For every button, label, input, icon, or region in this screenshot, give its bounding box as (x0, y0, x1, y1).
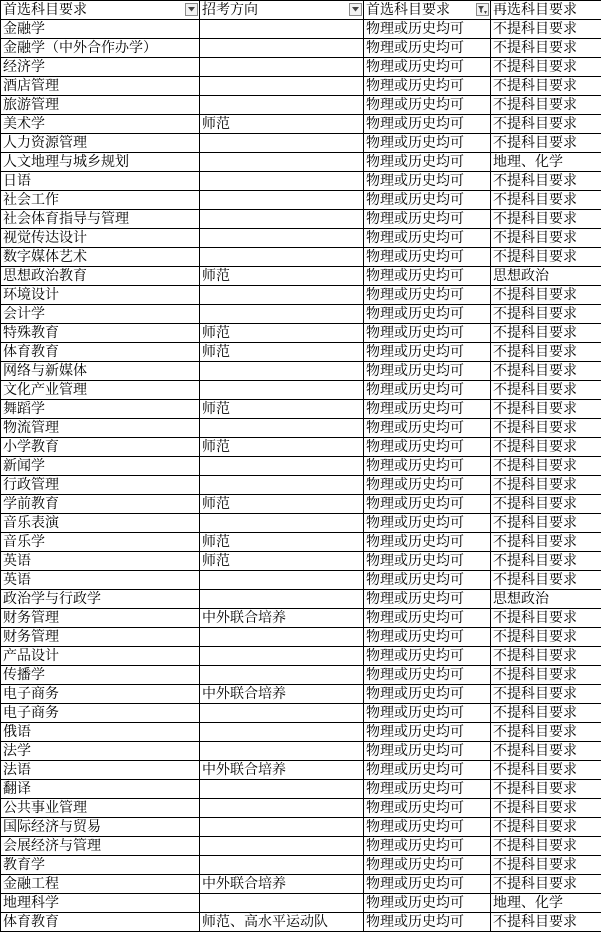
cell-first-subject[interactable]: 物理或历史均可 (364, 210, 491, 229)
cell-first-subject[interactable]: 物理或历史均可 (364, 438, 491, 457)
cell-second-subject[interactable]: 不提科目要求 (491, 685, 601, 704)
cell-direction[interactable] (200, 818, 364, 837)
cell-direction[interactable] (200, 837, 364, 856)
cell-major[interactable]: 舞蹈学 (1, 400, 200, 419)
cell-direction[interactable] (200, 476, 364, 495)
cell-major[interactable]: 金融工程 (1, 875, 200, 894)
cell-first-subject[interactable]: 物理或历史均可 (364, 913, 491, 932)
cell-direction[interactable]: 师范 (200, 533, 364, 552)
cell-direction[interactable] (200, 704, 364, 723)
table-row (1, 590, 601, 609)
table-row (1, 419, 601, 438)
table-row (1, 286, 601, 305)
cell-direction[interactable] (200, 742, 364, 761)
table-row (1, 799, 601, 818)
cell-major[interactable]: 人力资源管理 (1, 134, 200, 153)
cell-second-subject[interactable]: 不提科目要求 (491, 514, 601, 533)
table-row (1, 210, 601, 229)
table-row (1, 856, 601, 875)
cell-direction[interactable] (200, 210, 364, 229)
cell-direction[interactable] (200, 305, 364, 324)
cell-second-subject[interactable]: 不提科目要求 (491, 799, 601, 818)
cell-second-subject[interactable]: 不提科目要求 (491, 533, 601, 552)
cell-second-subject[interactable]: 不提科目要求 (491, 609, 601, 628)
cell-first-subject[interactable]: 物理或历史均可 (364, 248, 491, 267)
cell-direction[interactable] (200, 58, 364, 77)
cell-major[interactable]: 美术学 (1, 115, 200, 134)
cell-second-subject[interactable]: 不提科目要求 (491, 457, 601, 476)
cell-direction[interactable] (200, 514, 364, 533)
cell-direction[interactable]: 师范 (200, 115, 364, 134)
cell-first-subject[interactable]: 物理或历史均可 (364, 20, 491, 39)
cell-major[interactable]: 网络与新媒体 (1, 362, 200, 381)
table-row (1, 894, 601, 913)
cell-direction[interactable]: 师范 (200, 438, 364, 457)
cell-first-subject[interactable]: 物理或历史均可 (364, 229, 491, 248)
cell-major[interactable]: 国际经济与贸易 (1, 818, 200, 837)
cell-direction[interactable]: 师范 (200, 552, 364, 571)
table-row (1, 324, 601, 343)
cell-direction[interactable]: 师范 (200, 343, 364, 362)
cell-major[interactable]: 文化产业管理 (1, 381, 200, 400)
cell-first-subject[interactable]: 物理或历史均可 (364, 191, 491, 210)
cell-major[interactable]: 小学教育 (1, 438, 200, 457)
table-row (1, 818, 601, 837)
cell-first-subject[interactable]: 物理或历史均可 (364, 324, 491, 343)
cell-first-subject[interactable]: 物理或历史均可 (364, 400, 491, 419)
cell-direction[interactable] (200, 419, 364, 438)
cell-direction[interactable] (200, 780, 364, 799)
cell-first-subject[interactable]: 物理或历史均可 (364, 761, 491, 780)
cell-first-subject[interactable]: 物理或历史均可 (364, 362, 491, 381)
cell-first-subject[interactable]: 物理或历史均可 (364, 476, 491, 495)
cell-first-subject[interactable]: 物理或历史均可 (364, 267, 491, 286)
cell-second-subject[interactable]: 不提科目要求 (491, 742, 601, 761)
cell-major[interactable]: 法语 (1, 761, 200, 780)
cell-major[interactable]: 财务管理 (1, 628, 200, 647)
cell-second-subject[interactable]: 不提科目要求 (491, 704, 601, 723)
cell-second-subject[interactable]: 不提科目要求 (491, 229, 601, 248)
cell-second-subject[interactable]: 不提科目要求 (491, 134, 601, 153)
table-row (1, 837, 601, 856)
cell-major[interactable]: 经济学 (1, 58, 200, 77)
cell-second-subject[interactable]: 不提科目要求 (491, 495, 601, 514)
table-row (1, 343, 601, 362)
cell-direction[interactable] (200, 723, 364, 742)
cell-first-subject[interactable]: 物理或历史均可 (364, 495, 491, 514)
cell-major[interactable]: 旅游管理 (1, 96, 200, 115)
cell-second-subject[interactable]: 不提科目要求 (491, 419, 601, 438)
cell-major[interactable]: 传播学 (1, 666, 200, 685)
cell-major[interactable]: 英语 (1, 571, 200, 590)
header-label-major: 首选科目要求 (3, 2, 87, 18)
table-row (1, 457, 601, 476)
cell-first-subject[interactable]: 物理或历史均可 (364, 742, 491, 761)
cell-first-subject[interactable]: 物理或历史均可 (364, 666, 491, 685)
cell-second-subject[interactable]: 不提科目要求 (491, 837, 601, 856)
cell-second-subject[interactable]: 不提科目要求 (491, 571, 601, 590)
cell-first-subject[interactable]: 物理或历史均可 (364, 39, 491, 58)
cell-major[interactable]: 翻译 (1, 780, 200, 799)
cell-first-subject[interactable]: 物理或历史均可 (364, 799, 491, 818)
table-row (1, 571, 601, 590)
cell-first-subject[interactable]: 物理或历史均可 (364, 514, 491, 533)
cell-second-subject[interactable]: 不提科目要求 (491, 381, 601, 400)
table-row (1, 267, 601, 286)
header-cell-second-subject[interactable] (491, 1, 601, 20)
cell-first-subject[interactable]: 物理或历史均可 (364, 286, 491, 305)
cell-direction[interactable] (200, 77, 364, 96)
cell-first-subject[interactable]: 物理或历史均可 (364, 894, 491, 913)
cell-major[interactable]: 思想政治教育 (1, 267, 200, 286)
table-row (1, 723, 601, 742)
cell-major[interactable]: 环境设计 (1, 286, 200, 305)
cell-direction[interactable] (200, 628, 364, 647)
table-row (1, 77, 601, 96)
cell-first-subject[interactable]: 物理或历史均可 (364, 343, 491, 362)
cell-first-subject[interactable]: 物理或历史均可 (364, 856, 491, 875)
cell-direction[interactable] (200, 571, 364, 590)
cell-second-subject[interactable]: 思想政治 (491, 590, 601, 609)
cell-major[interactable]: 音乐学 (1, 533, 200, 552)
cell-major[interactable]: 地理科学 (1, 894, 200, 913)
cell-first-subject[interactable]: 物理或历史均可 (364, 704, 491, 723)
cell-second-subject[interactable]: 不提科目要求 (491, 647, 601, 666)
cell-major[interactable]: 社会体育指导与管理 (1, 210, 200, 229)
cell-direction[interactable]: 师范 (200, 495, 364, 514)
cell-first-subject[interactable]: 物理或历史均可 (364, 457, 491, 476)
cell-direction[interactable]: 师范 (200, 324, 364, 343)
table-row (1, 742, 601, 761)
cell-direction[interactable]: 中外联合培养 (200, 609, 364, 628)
cell-first-subject[interactable]: 物理或历史均可 (364, 305, 491, 324)
cell-second-subject[interactable]: 思想政治 (491, 267, 601, 286)
dropdown-arrow-icon[interactable] (185, 3, 198, 16)
cell-second-subject[interactable]: 不提科目要求 (491, 476, 601, 495)
table-row (1, 476, 601, 495)
cell-direction[interactable] (200, 191, 364, 210)
table-row (1, 362, 601, 381)
cell-second-subject[interactable]: 不提科目要求 (491, 39, 601, 58)
table-row (1, 913, 601, 932)
cell-second-subject[interactable]: 不提科目要求 (491, 666, 601, 685)
cell-second-subject[interactable]: 不提科目要求 (491, 438, 601, 457)
table-row (1, 134, 601, 153)
cell-major[interactable]: 公共事业管理 (1, 799, 200, 818)
cell-direction[interactable] (200, 172, 364, 191)
cell-direction[interactable] (200, 856, 364, 875)
cell-second-subject[interactable]: 不提科目要求 (491, 172, 601, 191)
cell-second-subject[interactable]: 不提科目要求 (491, 362, 601, 381)
table-row (1, 191, 601, 210)
cell-direction[interactable]: 中外联合培养 (200, 875, 364, 894)
cell-first-subject[interactable]: 物理或历史均可 (364, 419, 491, 438)
cell-direction[interactable] (200, 666, 364, 685)
cell-major[interactable]: 音乐表演 (1, 514, 200, 533)
cell-second-subject[interactable]: 地理、化学 (491, 153, 601, 172)
cell-first-subject[interactable]: 物理或历史均可 (364, 533, 491, 552)
table-row (1, 552, 601, 571)
cell-major[interactable]: 新闻学 (1, 457, 200, 476)
cell-major[interactable]: 俄语 (1, 723, 200, 742)
cell-direction[interactable] (200, 286, 364, 305)
cell-first-subject[interactable]: 物理或历史均可 (364, 381, 491, 400)
cell-second-subject[interactable]: 不提科目要求 (491, 875, 601, 894)
cell-direction[interactable] (200, 96, 364, 115)
cell-direction[interactable] (200, 381, 364, 400)
cell-major[interactable]: 法学 (1, 742, 200, 761)
cell-direction[interactable]: 师范 (200, 400, 364, 419)
cell-second-subject[interactable]: 不提科目要求 (491, 780, 601, 799)
cell-major[interactable]: 行政管理 (1, 476, 200, 495)
cell-major[interactable]: 会展经济与管理 (1, 837, 200, 856)
cell-second-subject[interactable]: 不提科目要求 (491, 913, 601, 932)
cell-direction[interactable] (200, 153, 364, 172)
cell-major[interactable]: 财务管理 (1, 609, 200, 628)
cell-second-subject[interactable]: 不提科目要求 (491, 400, 601, 419)
cell-second-subject[interactable]: 不提科目要求 (491, 115, 601, 134)
header-cell-direction[interactable] (200, 1, 364, 20)
header-label-second-subject: 再选科目要求 (493, 2, 577, 18)
cell-first-subject[interactable]: 物理或历史均可 (364, 153, 491, 172)
cell-direction[interactable] (200, 20, 364, 39)
cell-direction[interactable] (200, 647, 364, 666)
cell-second-subject[interactable]: 地理、化学 (491, 894, 601, 913)
cell-second-subject[interactable]: 不提科目要求 (491, 77, 601, 96)
cell-second-subject[interactable]: 不提科目要求 (491, 343, 601, 362)
cell-major[interactable]: 教育学 (1, 856, 200, 875)
cell-first-subject[interactable]: 物理或历史均可 (364, 115, 491, 134)
table-row (1, 495, 601, 514)
cell-major[interactable]: 社会工作 (1, 191, 200, 210)
cell-direction[interactable] (200, 362, 364, 381)
cell-first-subject[interactable]: 物理或历史均可 (364, 571, 491, 590)
table-row (1, 647, 601, 666)
cell-second-subject[interactable]: 不提科目要求 (491, 191, 601, 210)
cell-direction[interactable] (200, 39, 364, 58)
cell-second-subject[interactable]: 不提科目要求 (491, 628, 601, 647)
cell-first-subject[interactable]: 物理或历史均可 (364, 552, 491, 571)
table-row (1, 761, 601, 780)
header-label-direction: 招考方向 (202, 2, 258, 18)
cell-first-subject[interactable]: 物理或历史均可 (364, 172, 491, 191)
header-row (1, 1, 601, 20)
cell-direction[interactable] (200, 229, 364, 248)
cell-direction[interactable]: 中外联合培养 (200, 761, 364, 780)
cell-first-subject[interactable]: 物理或历史均可 (364, 77, 491, 96)
table-row (1, 20, 601, 39)
cell-second-subject[interactable]: 不提科目要求 (491, 20, 601, 39)
table-row (1, 381, 601, 400)
cell-direction[interactable] (200, 134, 364, 153)
table-row (1, 153, 601, 172)
cell-major[interactable]: 政治学与行政学 (1, 590, 200, 609)
cell-first-subject[interactable]: 物理或历史均可 (364, 685, 491, 704)
cell-first-subject[interactable]: 物理或历史均可 (364, 818, 491, 837)
table-row (1, 609, 601, 628)
table-row (1, 666, 601, 685)
table-row (1, 39, 601, 58)
filter-active-icon[interactable] (476, 3, 489, 16)
cell-second-subject[interactable]: 不提科目要求 (491, 818, 601, 837)
header-label-first-subject: 首选科目要求 (366, 2, 450, 18)
cell-major[interactable]: 电子商务 (1, 704, 200, 723)
table-row (1, 514, 601, 533)
table-row (1, 96, 601, 115)
cell-direction[interactable]: 中外联合培养 (200, 685, 364, 704)
cell-first-subject[interactable]: 物理或历史均可 (364, 628, 491, 647)
cell-second-subject[interactable]: 不提科目要求 (491, 286, 601, 305)
cell-major[interactable]: 体育教育 (1, 343, 200, 362)
table-row (1, 875, 601, 894)
cell-major[interactable]: 金融学 (1, 20, 200, 39)
cell-second-subject[interactable]: 不提科目要求 (491, 324, 601, 343)
cell-first-subject[interactable]: 物理或历史均可 (364, 590, 491, 609)
cell-major[interactable]: 金融学（中外合作办学） (1, 39, 200, 58)
cell-first-subject[interactable]: 物理或历史均可 (364, 647, 491, 666)
table-row (1, 248, 601, 267)
cell-major[interactable]: 人文地理与城乡规划 (1, 153, 200, 172)
cell-second-subject[interactable]: 不提科目要求 (491, 552, 601, 571)
table-row (1, 229, 601, 248)
table-row (1, 172, 601, 191)
header-cell-major[interactable] (1, 1, 200, 20)
table-row (1, 533, 601, 552)
cell-second-subject[interactable]: 不提科目要求 (491, 96, 601, 115)
table-row (1, 58, 601, 77)
cell-major[interactable]: 视觉传达设计 (1, 229, 200, 248)
cell-major[interactable]: 日语 (1, 172, 200, 191)
table-row (1, 628, 601, 647)
table-row (1, 704, 601, 723)
cell-second-subject[interactable]: 不提科目要求 (491, 761, 601, 780)
cell-first-subject[interactable]: 物理或历史均可 (364, 58, 491, 77)
cell-direction[interactable]: 师范、高水平运动队 (200, 913, 364, 932)
table-row (1, 305, 601, 324)
cell-direction[interactable] (200, 457, 364, 476)
cell-second-subject[interactable]: 不提科目要求 (491, 210, 601, 229)
cell-second-subject[interactable]: 不提科目要求 (491, 723, 601, 742)
table-row (1, 780, 601, 799)
cell-direction[interactable] (200, 799, 364, 818)
cell-second-subject[interactable]: 不提科目要求 (491, 856, 601, 875)
cell-major[interactable]: 体育教育 (1, 913, 200, 932)
cell-first-subject[interactable]: 物理或历史均可 (364, 780, 491, 799)
cell-major[interactable]: 电子商务 (1, 685, 200, 704)
table-row (1, 685, 601, 704)
table-row (1, 400, 601, 419)
cell-major[interactable]: 产品设计 (1, 647, 200, 666)
cell-major[interactable]: 英语 (1, 552, 200, 571)
table-row (1, 438, 601, 457)
cell-major[interactable]: 会计学 (1, 305, 200, 324)
cell-first-subject[interactable]: 物理或历史均可 (364, 837, 491, 856)
cell-major[interactable]: 特殊教育 (1, 324, 200, 343)
cell-second-subject[interactable]: 不提科目要求 (491, 305, 601, 324)
cell-direction[interactable] (200, 894, 364, 913)
cell-first-subject[interactable]: 物理或历史均可 (364, 609, 491, 628)
cell-major[interactable]: 物流管理 (1, 419, 200, 438)
cell-first-subject[interactable]: 物理或历史均可 (364, 96, 491, 115)
cell-major[interactable]: 数字媒体艺术 (1, 248, 200, 267)
cell-direction[interactable]: 师范 (200, 267, 364, 286)
dropdown-arrow-icon[interactable] (349, 3, 362, 16)
cell-major[interactable]: 学前教育 (1, 495, 200, 514)
cell-first-subject[interactable]: 物理或历史均可 (364, 134, 491, 153)
cell-direction[interactable] (200, 248, 364, 267)
table-body (1, 20, 601, 932)
header-cell-first-subject[interactable] (364, 1, 491, 20)
cell-second-subject[interactable]: 不提科目要求 (491, 58, 601, 77)
table-row (1, 115, 601, 134)
cell-first-subject[interactable]: 物理或历史均可 (364, 723, 491, 742)
cell-first-subject[interactable]: 物理或历史均可 (364, 875, 491, 894)
cell-second-subject[interactable]: 不提科目要求 (491, 248, 601, 267)
cell-direction[interactable] (200, 590, 364, 609)
cell-major[interactable]: 酒店管理 (1, 77, 200, 96)
